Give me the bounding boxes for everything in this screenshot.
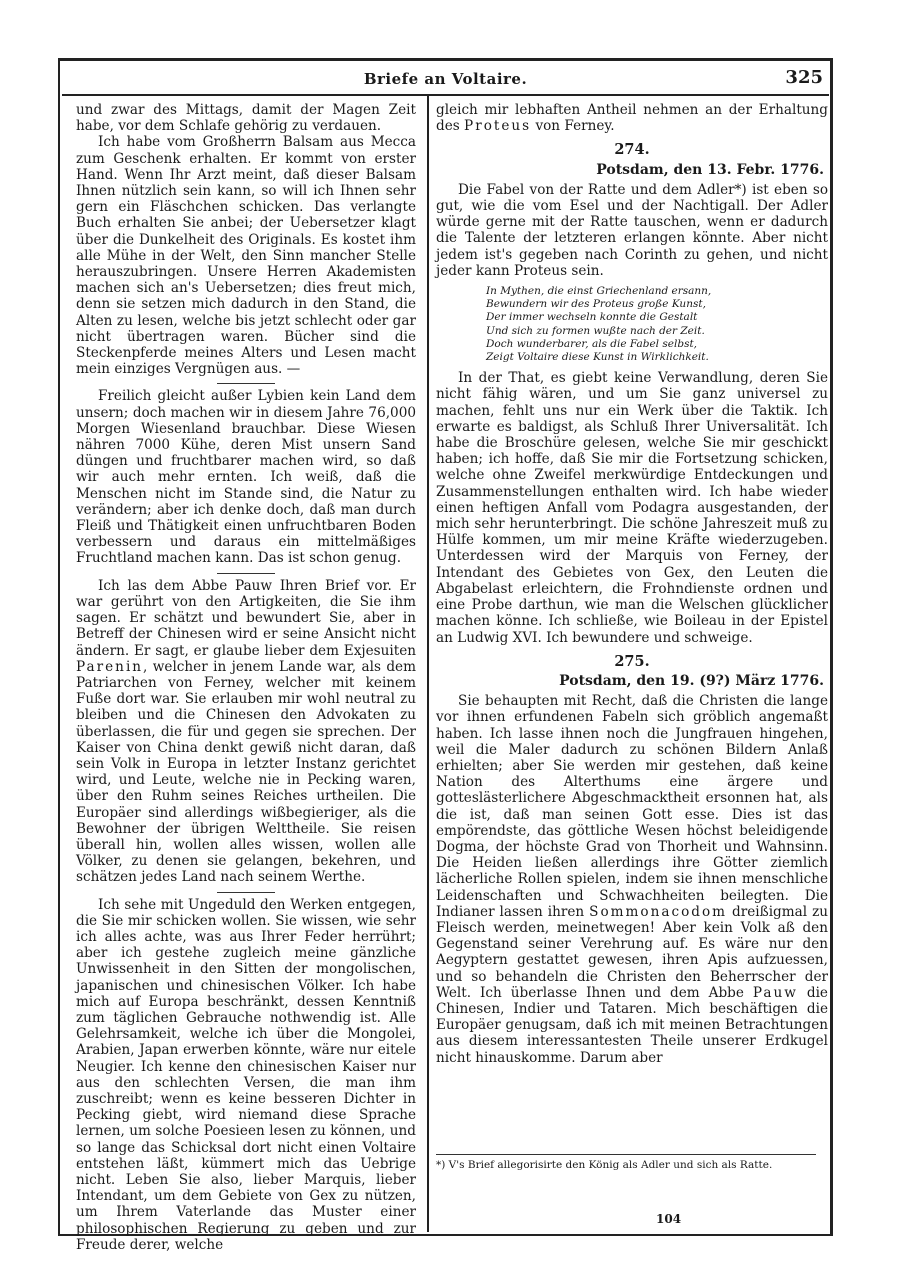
paragraph: Ich habe vom Großherrn Balsam aus Mecca zum Geschenk erhalten. Er kommt von erster Hand. Wenn Ihr Arzt meint, daß dieser Balsam Ihnen nützlich sein kann, so will ich Ihnen sehr gern ein Fläschchen schicken. Das verlangte Buch erhalten Sie anbei; der Uebersetzer klagt über die Dunkelheit des Originals. Es kostet ihm alle Mühe in der Welt, den Sinn mancher Stelle herauszubringen. Unsere Herren Akademisten machen sich an's Uebersetzen; dies freut mich, denn sie setzen mich dadurch in den Stand, die Alten zu lesen, welche bis jetzt schlecht oder gar nicht übertragen waren. Bücher sind die Steckenpferde meines Alters und Lesen macht mein einziges Vergnügen aus. —	[76, 134, 416, 378]
verse-line: Bewundern wir des Proteus große Kunst,	[486, 298, 706, 311]
text-run: gleich mir lebhaften Antheil nehmen an der Erhaltung des	[436, 102, 828, 135]
paragraph: In der That, es giebt keine Verwandlung, deren Sie nicht fähig wären, und um Sie ganz universel zu machen, fehlt uns nur ein Werk über die Taktik. Ich erwarte es baldigst, als Schluß Ihrer Universalität. Ich habe die Broschüre gelesen, welche Sie mir geschickt haben; ich hoffe, daß Sie mir die Fortsetzung schicken, welche ohne Zweifel merkwürdige Entdeckungen und Zusammenstellungen enthalten wird. Ich habe wieder einen heftigen Anfall vom Podagra ausgestanden, der mich sehr herunterbringt. Die schöne Jahreszeit muß zu Hülfe kommen, um mir meine Kräfte wiederzugeben. Unterdessen wird der Marquis von Ferney, der Intendant des Gebietes von Gex, den Leuten die Abgabelast erleichtern, die Frohndienste ordnen und eine Probe darthun, wie man die Welschen glücklicher machen könne. Ich schließe, wie Boileau in der Epistel an Ludwig XVI. Ich bewundere und schweige.	[436, 370, 828, 646]
paragraph-separator	[217, 892, 275, 893]
name-spaced: Pauw	[752, 984, 798, 1001]
paragraph-separator	[217, 383, 275, 384]
verse-line: Der immer wechseln konnte die Gestalt	[486, 311, 698, 324]
paragraph: und zwar des Mittags, damit der Magen Zeit habe, vor dem Schlafe gehörig zu verdauen.	[76, 102, 416, 135]
page-header	[62, 62, 829, 96]
paragraph	[436, 693, 828, 1066]
page-number: 325	[785, 67, 823, 88]
paragraph	[76, 578, 416, 886]
paragraph-separator	[217, 573, 275, 574]
verse-line: In Mythen, die einst Griechenland ersann,	[486, 285, 712, 298]
letter-number: 274.	[614, 141, 650, 159]
paragraph: Die Fabel von der Ratte und dem Adler*) ist eben so gut, wie die vom Esel und der Nachtigall. Der Adler würde gerne mit der Ratte tauschen, wenn er dadurch die Talente der letzteren erlangen könnte. Aber nicht jedem ist's gegeben nach Corinth zu gehen, und nicht jeder kann Proteus sein.	[436, 181, 828, 279]
letter-dateline: Potsdam, den 19. (9?) März 1776.	[559, 672, 824, 689]
left-column	[76, 102, 416, 1253]
column-divider	[427, 96, 429, 1232]
text-run: die Chinesen, Indier und Tataren. Mich beschäftigen die Europäer genugsam, daß ich mit meinen Betrachtungen aus diesem interessantesten Theile unserer Erdkugel nicht hinauskomme. Darum aber	[436, 984, 828, 1066]
footnote: *) V's Brief allegorisirte den König als Adler und sich als Ratte.	[436, 1154, 816, 1172]
letter-number: 275.	[614, 652, 650, 670]
paragraph: Freilich gleicht außer Lybien kein Land dem unsern; doch machen wir in diesem Jahre 76,000 Morgen Wiesenland brauchbar. Diese Wiesen nähren 7000 Kühe, deren Mist unsern Sand düngen und fruchtbarer machen wird, so daß wir auch mehr ernten. Ich weiß, daß die Menschen nicht im Stande sind, die Natur zu verändern; aber ich denke doch, daß man durch Fleiß und Thätigkeit einen unfruchtbaren Boden verbessern und daraus ein mittelmäßiges Fruchtland machen kann. Das ist schon genug.	[76, 388, 416, 567]
text-run: von Ferney.	[531, 118, 615, 135]
name-spaced: Sommonacodom	[589, 903, 728, 920]
right-column	[436, 102, 828, 1066]
text-run: , welcher in jenem Lande war, als dem Patriarchen von Ferney, welcher mit keinem Fuße dort war. Sie erlauben mir wohl neutral zu bleiben und die Chinesen den Advokaten zu überlassen, die für und gegen sie sprechen. Der Kaiser von China denkt gewiß nicht daran, daß sein Volk in Europa in letzter Instanz gerichtet wird, und Leute, welche nie in Pecking waren, über den Ruhm seines Reiches urtheilen. Die Europäer sind allerdings wißbegieriger, als die Bewohner der übrigen Welttheile. Sie reisen überall hin, wollen alles wissen, wollen alle Völker, zu denen sie gelangen, bekehren, und schätzen jedes Land nach seinem Werthe.	[76, 658, 416, 886]
verse-line: Doch wunderbarer, als die Fabel selbst,	[486, 337, 698, 350]
text-run: Ich las dem Abbe Pauw Ihren Brief vor. Er war gerührt von den Artigkeiten, die Sie ihm sagen. Er schätzt und bewundert Sie, aber in Betreff der Chinesen wird er seine Ansicht nicht ändern. Er sagt, er glaube lieber dem Exjesuiten	[76, 577, 416, 659]
letter-dateline: Potsdam, den 13. Febr. 1776.	[596, 161, 824, 178]
paragraph: Ich sehe mit Ungeduld den Werken entgegen, die Sie mir schicken wollen. Sie wissen, wie sehr ich alles achte, was aus Ihrer Feder herrührt; aber ich gestehe zugleich meine gänzliche Unwissenheit in den Sitten der mongolischen, japanischen und chinesischen Völker. Ich habe mich auf Europa beschränkt, dessen Kenntniß zum täglichen Gebrauche nothwendig ist. Alle Gelehrsamkeit, welche ich über die Mongolei, Arabien, Japan erwerben könnte, wäre nur eitele Neugier. Ich kenne den chinesischen Kaiser nur aus den schlechten Versen, die man ihm zuschreibt; wenn es keine besseren Dichter in Pecking giebt, wird niemand diese Sprache lernen, um solche Poesieen lesen zu können, und so lange das Schicksal dort nicht einen Voltaire entstehen läßt, kümmert mich das Uebrige nicht. Leben Sie also, lieber Marquis, lieber Intendant, um dem Gebiete von Gex zu nützen, um Ihrem Vaterlande das Muster einer philosophischen Regierung zu geben und zur Freude derer, welche	[76, 896, 416, 1253]
signature-mark: 104	[656, 1212, 682, 1226]
paragraph	[436, 102, 828, 134]
verse-line: Und sich zu formen wußte nach der Zeit.	[486, 324, 705, 337]
running-title: Briefe an Voltaire.	[363, 70, 528, 88]
verse-line: Zeigt Voltaire diese Kunst in Wirklichkeit.	[486, 351, 709, 364]
verse-block	[486, 285, 828, 364]
text-run: dreißigmal zu Fleisch werden, meinetwegen! Aber kein Volk aß den Gegenstand seiner Verehrung auf. Es wäre nur den Aegyptern gestattet gewesen, ihren Apis aufzuessen, und so behandeln die Christen den Beherrscher der Welt. Ich überlasse Ihnen und dem Abbe	[436, 903, 828, 1001]
name-spaced: Proteus	[464, 118, 532, 135]
text-run: Sie behaupten mit Recht, daß die Christen die lange vor ihnen erfundenen Fabeln sich gröblich angemaßt haben. Ich lasse ihnen noch die Jungfrauen hingehen, weil die Maler dadurch zu schönen Bildern Anlaß erhielten; aber Sie werden mir gestehen, daß keine Nation des Alterthums eine ärgere und gotteslästerlichere Abgeschmacktheit ersonnen hat, als die ist, daß man seinen Gott esse. Dies ist das empörendste, das göttliche Wesen höchst beleidigende Dogma, der höchste Grad von Thorheit und Wahnsinn. Die Heiden ließen allerdings ihre Götter ziemlich lächerliche Rollen spielen, indem sie ihnen menschliche Leidenschaften und Schwachheiten beilegten. Die Indianer lassen ihren	[436, 693, 828, 920]
name-spaced: Parenin	[76, 658, 144, 675]
